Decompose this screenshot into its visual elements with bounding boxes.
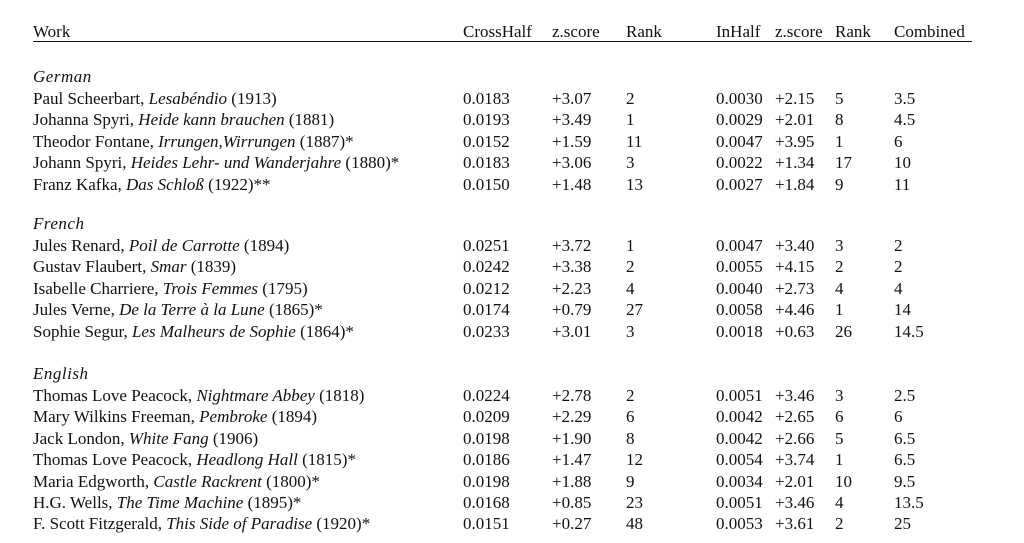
cell-rank-in: 8 bbox=[835, 110, 844, 130]
work-author: H.G. Wells, bbox=[33, 493, 117, 512]
cell-rank-cross: 1 bbox=[626, 236, 635, 255]
cell-rank-cross: 11 bbox=[626, 131, 643, 151]
work-author: Theodor Fontane, bbox=[33, 131, 159, 151]
cell-work bbox=[33, 514, 370, 534]
cell-inhalf: 0.0018 bbox=[716, 321, 763, 341]
header-zscore-cross: z.score bbox=[552, 22, 600, 41]
work-title: Les Malheurs de Sophie bbox=[131, 321, 296, 341]
cell-rank-in: 4 bbox=[835, 278, 844, 298]
cell-zscore-cross: +1.59 bbox=[552, 131, 592, 151]
cell-inhalf: 0.0051 bbox=[716, 493, 763, 512]
cell-crosshalf: 0.0151 bbox=[463, 514, 510, 534]
cell-rank-cross: 13 bbox=[626, 174, 643, 194]
cell-zscore-in: +1.84 bbox=[775, 174, 815, 194]
work-title: Smar bbox=[150, 257, 187, 277]
cell-zscore-cross: +3.72 bbox=[552, 236, 592, 255]
cell-rank-in: 26 bbox=[835, 321, 852, 341]
cell-work bbox=[33, 153, 399, 173]
work-author: Jack London, bbox=[33, 428, 129, 448]
header-divider bbox=[33, 41, 972, 42]
work-title: Headlong Hall bbox=[196, 450, 298, 470]
work-author: Thomas Love Peacock, bbox=[33, 386, 197, 405]
cell-zscore-cross: +2.23 bbox=[552, 278, 592, 298]
cell-zscore-in: +4.46 bbox=[775, 300, 815, 320]
cell-zscore-in: +2.15 bbox=[775, 89, 815, 108]
cell-crosshalf: 0.0209 bbox=[463, 407, 510, 427]
cell-combined: 6.5 bbox=[894, 428, 916, 448]
cell-rank-cross: 9 bbox=[626, 471, 635, 491]
header-rank-cross: Rank bbox=[626, 22, 662, 41]
cell-combined: 6 bbox=[894, 131, 903, 151]
cell-rank-in: 3 bbox=[835, 236, 844, 255]
work-title: Das Schloß bbox=[126, 174, 204, 194]
cell-work bbox=[33, 322, 354, 342]
cell-inhalf: 0.0053 bbox=[716, 514, 763, 534]
cell-inhalf: 0.0030 bbox=[716, 89, 763, 108]
header-crosshalf: CrossHalf bbox=[463, 22, 532, 41]
cell-crosshalf: 0.0183 bbox=[463, 153, 510, 173]
cell-rank-cross: 6 bbox=[626, 407, 635, 427]
work-year: (1818) bbox=[314, 386, 365, 405]
work-title: Lesabéndio bbox=[148, 89, 228, 108]
cell-rank-cross: 27 bbox=[626, 300, 643, 320]
cell-rank-cross: 1 bbox=[626, 110, 635, 130]
cell-rank-cross: 23 bbox=[626, 493, 643, 512]
work-title: This Side of Paradise bbox=[166, 514, 313, 534]
cell-rank-in: 10 bbox=[835, 471, 852, 491]
cell-zscore-cross: +3.49 bbox=[552, 110, 592, 130]
cell-zscore-cross: +1.47 bbox=[552, 450, 592, 470]
cell-crosshalf: 0.0198 bbox=[463, 428, 510, 448]
work-author: Thomas Love Peacock, bbox=[33, 450, 197, 470]
cell-zscore-in: +4.15 bbox=[775, 257, 815, 277]
cell-rank-cross: 2 bbox=[626, 89, 635, 108]
work-year: (1922)** bbox=[203, 174, 271, 194]
cell-rank-cross: 2 bbox=[626, 386, 635, 405]
cell-zscore-cross: +0.85 bbox=[552, 493, 592, 512]
cell-combined: 3.5 bbox=[894, 89, 916, 108]
work-title: Castle Rackrent bbox=[153, 471, 262, 491]
cell-rank-in: 17 bbox=[835, 153, 852, 173]
cell-work bbox=[33, 472, 320, 492]
cell-rank-in: 4 bbox=[835, 493, 844, 512]
cell-zscore-in: +3.46 bbox=[775, 386, 815, 405]
cell-work bbox=[33, 493, 301, 513]
cell-zscore-cross: +0.27 bbox=[552, 514, 592, 534]
cell-work bbox=[33, 386, 364, 406]
work-author: Jules Verne, bbox=[33, 300, 120, 320]
section-label-french: French bbox=[33, 214, 85, 233]
work-year: (1887)* bbox=[295, 131, 354, 151]
work-title: Heide kann brauchen bbox=[138, 110, 285, 130]
cell-crosshalf: 0.0174 bbox=[463, 300, 510, 320]
cell-rank-cross: 3 bbox=[626, 321, 635, 341]
cell-zscore-in: +2.73 bbox=[775, 278, 815, 298]
cell-inhalf: 0.0027 bbox=[716, 174, 763, 194]
cell-rank-in: 6 bbox=[835, 407, 844, 427]
work-title: Heides Lehr- und Wanderjahre bbox=[130, 153, 342, 173]
cell-combined: 4 bbox=[894, 278, 903, 298]
cell-work bbox=[33, 429, 258, 449]
cell-combined: 2 bbox=[894, 236, 903, 255]
work-author: Isabelle Charriere, bbox=[33, 278, 163, 298]
cell-zscore-in: +2.01 bbox=[775, 110, 815, 130]
work-year: (1839) bbox=[186, 257, 237, 277]
work-title: White Fang bbox=[128, 428, 209, 448]
cell-crosshalf: 0.0198 bbox=[463, 471, 510, 491]
cell-crosshalf: 0.0186 bbox=[463, 450, 510, 470]
cell-work bbox=[33, 279, 308, 299]
cell-zscore-cross: +2.78 bbox=[552, 386, 592, 405]
cell-zscore-cross: +3.06 bbox=[552, 153, 592, 173]
cell-crosshalf: 0.0183 bbox=[463, 89, 510, 108]
work-year: (1800)* bbox=[261, 471, 320, 491]
cell-combined: 9.5 bbox=[894, 471, 916, 491]
work-year: (1815)* bbox=[297, 450, 356, 470]
cell-crosshalf: 0.0233 bbox=[463, 321, 510, 341]
cell-inhalf: 0.0047 bbox=[716, 236, 763, 255]
cell-work bbox=[33, 300, 323, 320]
work-year: (1895)* bbox=[243, 493, 302, 512]
cell-inhalf: 0.0022 bbox=[716, 153, 763, 173]
cell-zscore-in: +2.65 bbox=[775, 407, 815, 427]
cell-work bbox=[33, 407, 317, 427]
cell-combined: 13.5 bbox=[894, 493, 924, 512]
work-title: Irrungen,Wirrungen bbox=[158, 131, 296, 151]
cell-rank-cross: 2 bbox=[626, 257, 635, 277]
work-year: (1865)* bbox=[264, 300, 323, 320]
header-zscore-in: z.score bbox=[775, 22, 823, 41]
work-author: F. Scott Fitzgerald, bbox=[33, 514, 167, 534]
work-title: Nightmare Abbey bbox=[196, 386, 315, 405]
cell-crosshalf: 0.0251 bbox=[463, 236, 510, 255]
cell-work bbox=[33, 110, 334, 130]
cell-rank-in: 1 bbox=[835, 300, 844, 320]
section-label-english: English bbox=[33, 364, 89, 383]
cell-crosshalf: 0.0150 bbox=[463, 174, 510, 194]
cell-rank-in: 5 bbox=[835, 428, 844, 448]
cell-zscore-cross: +0.79 bbox=[552, 300, 592, 320]
cell-zscore-in: +3.40 bbox=[775, 236, 815, 255]
cell-combined: 6.5 bbox=[894, 450, 916, 470]
cell-work bbox=[33, 450, 356, 470]
cell-combined: 2 bbox=[894, 257, 903, 277]
work-year: (1795) bbox=[258, 278, 308, 298]
cell-rank-in: 3 bbox=[835, 386, 844, 405]
cell-inhalf: 0.0055 bbox=[716, 257, 763, 277]
cell-work bbox=[33, 132, 354, 152]
work-title: Pembroke bbox=[199, 407, 268, 427]
cell-rank-cross: 3 bbox=[626, 153, 635, 173]
work-author: Johann Spyri, bbox=[33, 153, 131, 173]
cell-rank-in: 2 bbox=[835, 514, 844, 534]
cell-inhalf: 0.0042 bbox=[716, 407, 763, 427]
cell-combined: 11 bbox=[894, 174, 911, 194]
cell-combined: 4.5 bbox=[894, 110, 916, 130]
cell-inhalf: 0.0040 bbox=[716, 278, 763, 298]
cell-rank-cross: 8 bbox=[626, 428, 635, 448]
work-year: (1880)* bbox=[341, 153, 400, 173]
cell-zscore-cross: +1.48 bbox=[552, 174, 592, 194]
work-year: (1920)* bbox=[312, 514, 371, 534]
cell-combined: 14.5 bbox=[894, 321, 924, 341]
cell-crosshalf: 0.0242 bbox=[463, 257, 510, 277]
header-work: Work bbox=[33, 22, 71, 41]
work-title: Poil de Carrotte bbox=[128, 236, 240, 255]
work-year: (1894) bbox=[267, 407, 318, 427]
cell-rank-in: 1 bbox=[835, 131, 844, 151]
work-year: (1864)* bbox=[295, 321, 354, 341]
cell-zscore-in: +3.74 bbox=[775, 450, 815, 470]
cell-zscore-cross: +3.07 bbox=[552, 89, 592, 108]
header-inhalf: InHalf bbox=[716, 22, 761, 41]
cell-rank-cross: 4 bbox=[626, 278, 635, 298]
cell-rank-in: 5 bbox=[835, 89, 844, 108]
cell-rank-cross: 12 bbox=[626, 450, 643, 470]
cell-inhalf: 0.0051 bbox=[716, 386, 763, 405]
work-author: Mary Wilkins Freeman, bbox=[33, 407, 200, 427]
cell-inhalf: 0.0058 bbox=[716, 300, 763, 320]
cell-rank-in: 1 bbox=[835, 450, 844, 470]
cell-zscore-cross: +2.29 bbox=[552, 407, 592, 427]
work-year: (1906) bbox=[208, 428, 259, 448]
cell-zscore-in: +1.34 bbox=[775, 153, 815, 173]
cell-inhalf: 0.0042 bbox=[716, 428, 763, 448]
section-label-german: German bbox=[33, 67, 92, 86]
cell-zscore-in: +2.66 bbox=[775, 428, 815, 448]
work-author: Franz Kafka, bbox=[33, 174, 126, 194]
cell-rank-in: 9 bbox=[835, 174, 844, 194]
cell-rank-in: 2 bbox=[835, 257, 844, 277]
cell-crosshalf: 0.0193 bbox=[463, 110, 510, 130]
cell-combined: 10 bbox=[894, 153, 911, 173]
work-author: Paul Scheerbart, bbox=[33, 89, 149, 108]
work-title: The Time Machine bbox=[116, 493, 244, 512]
cell-combined: 2.5 bbox=[894, 386, 916, 405]
cell-crosshalf: 0.0224 bbox=[463, 386, 510, 405]
cell-zscore-in: +2.01 bbox=[775, 471, 815, 491]
cell-work bbox=[33, 175, 271, 195]
cell-combined: 6 bbox=[894, 407, 903, 427]
work-author: Johanna Spyri, bbox=[33, 110, 139, 130]
cell-zscore-cross: +3.01 bbox=[552, 321, 592, 341]
work-author: Maria Edgworth, bbox=[33, 471, 154, 491]
work-author: Sophie Segur, bbox=[33, 321, 132, 341]
cell-work bbox=[33, 89, 277, 109]
work-year: (1894) bbox=[239, 236, 290, 255]
cell-combined: 14 bbox=[894, 300, 911, 320]
work-year: (1881) bbox=[284, 110, 335, 130]
header-combined: Combined bbox=[894, 22, 965, 41]
cell-work bbox=[33, 236, 289, 256]
work-year: (1913) bbox=[227, 89, 277, 108]
cell-crosshalf: 0.0212 bbox=[463, 278, 510, 298]
work-title: De la Terre à la Lune bbox=[119, 300, 265, 320]
cell-zscore-cross: +1.88 bbox=[552, 471, 592, 491]
cell-zscore-in: +3.61 bbox=[775, 514, 815, 534]
cell-inhalf: 0.0029 bbox=[716, 110, 763, 130]
cell-crosshalf: 0.0152 bbox=[463, 131, 510, 151]
header-rank-in: Rank bbox=[835, 22, 871, 41]
cell-combined: 25 bbox=[894, 514, 911, 534]
cell-work bbox=[33, 257, 236, 277]
work-title: Trois Femmes bbox=[162, 278, 259, 298]
cell-zscore-in: +3.46 bbox=[775, 493, 815, 512]
cell-inhalf: 0.0047 bbox=[716, 131, 763, 151]
work-author: Gustav Flaubert, bbox=[33, 257, 151, 277]
work-author: Jules Renard, bbox=[33, 236, 129, 255]
cell-inhalf: 0.0034 bbox=[716, 471, 763, 491]
cell-zscore-in: +0.63 bbox=[775, 321, 815, 341]
cell-zscore-cross: +3.38 bbox=[552, 257, 592, 277]
cell-crosshalf: 0.0168 bbox=[463, 493, 510, 512]
cell-rank-cross: 48 bbox=[626, 514, 643, 534]
cell-zscore-cross: +1.90 bbox=[552, 428, 592, 448]
cell-zscore-in: +3.95 bbox=[775, 131, 815, 151]
cell-inhalf: 0.0054 bbox=[716, 450, 763, 470]
